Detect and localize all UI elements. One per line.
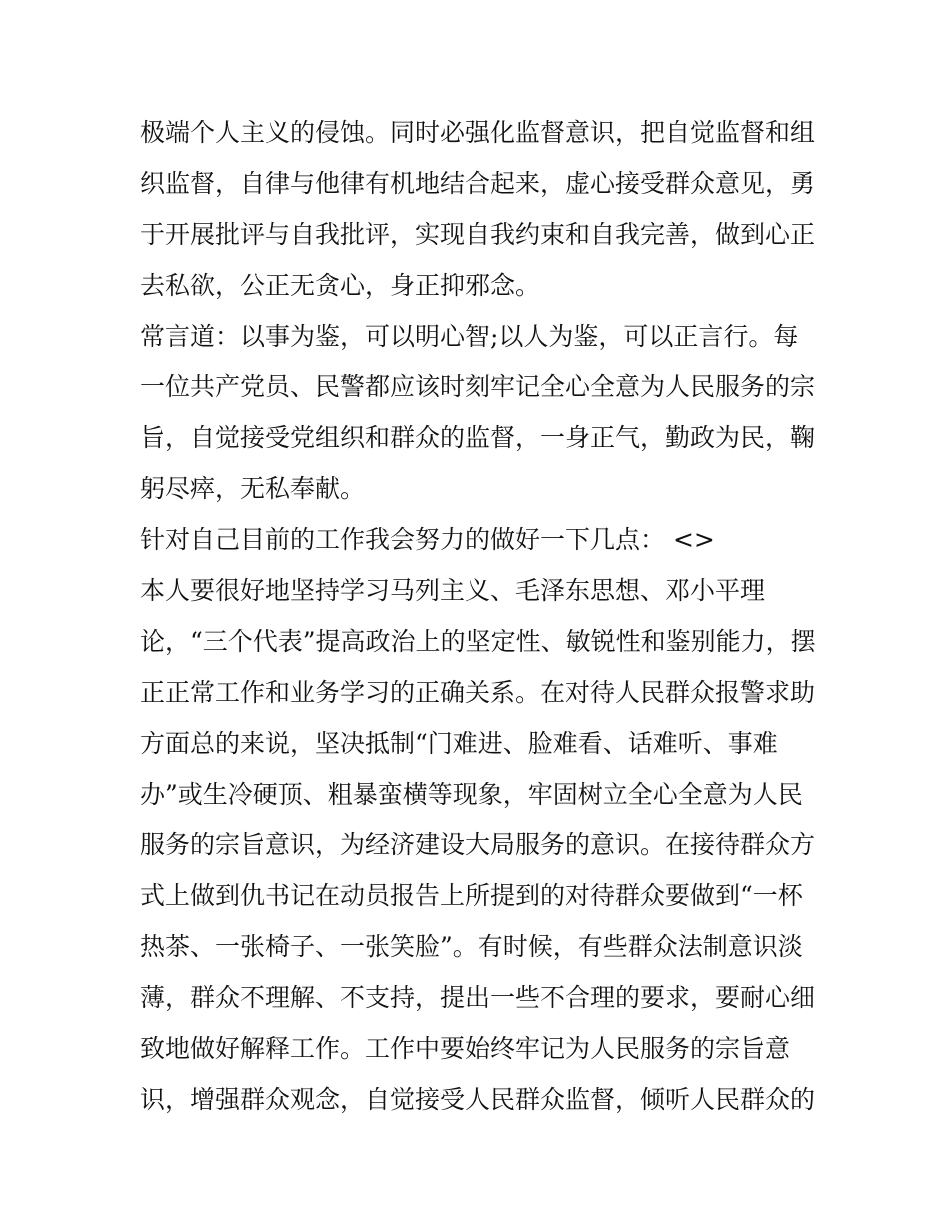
text-line: 于开展批评与自我批评，实现自我约束和自我完善，做到心正 xyxy=(140,219,816,249)
text-line: 识，增强群众观念，自觉接受人民群众监督，倾听人民群众的 xyxy=(140,1084,816,1114)
text-line: 热茶、一张椅子、一张笑脸”。有时候，有些群众法制意识淡 xyxy=(140,932,803,962)
text-line: 服务的宗旨意识，为经济建设大局服务的意识。在接待群众方 xyxy=(140,830,816,860)
text-line: 薄，群众不理解、不支持，提出一些不合理的要求，要耐心细 xyxy=(140,983,816,1013)
text-line: 本人要很好地坚持学习马列主义、毛泽东思想、邓小平理 xyxy=(140,576,766,606)
text-line: 旨，自觉接受党组织和群众的监督，一身正气，勤政为民，鞠 xyxy=(140,423,816,453)
text-line: 式上做到仇书记在动员报告上所提到的对待群众要做到“一杯 xyxy=(140,881,803,911)
text-line: 方面总的来说，坚决抵制“门难进、脸难看、话难听、事难 xyxy=(140,728,778,758)
document-body xyxy=(140,108,820,1126)
text-line: 极端个人主义的侵蚀。同时必强化监督意识，把自觉监督和组 xyxy=(140,118,816,147)
text-line: 躬尽瘁，无私奉献。 xyxy=(140,474,366,504)
text-line: 论，“三个代表”提高政治上的坚定性、敏锐性和鉴别能力，摆 xyxy=(140,626,816,656)
text-line: 去私欲，公正无贪心，身正抑邪念。 xyxy=(140,270,541,300)
text-line: 织监督，自律与他律有机地结合起来，虚心接受群众意见，勇 xyxy=(140,168,816,198)
text-line: 一位共产党员、民警都应该时刻牢记全心全意为人民服务的宗 xyxy=(140,372,816,402)
text-line: 办”或生冷硬顶、粗暴蛮横等现象，牢固树立全心全意为人民 xyxy=(140,779,803,809)
text-line: 常言道：以事为鉴，可以明心智;以人为鉴，可以正言行。每 xyxy=(140,321,799,351)
text-line: 正正常工作和业务学习的正确关系。在对待人民群众报警求助 xyxy=(140,677,816,707)
text-line: 针对自己目前的工作我会努力的做好一下几点： <> xyxy=(140,525,715,555)
text-line: 致地做好解释工作。工作中要始终牢记为人民服务的宗旨意 xyxy=(140,1034,791,1064)
